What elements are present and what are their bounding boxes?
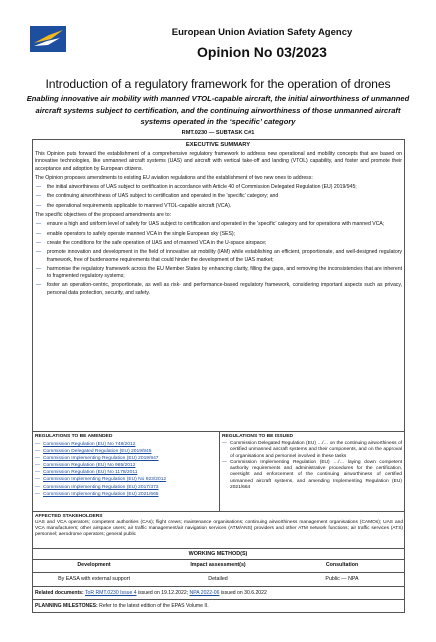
document-subtitle: Enabling innovative air mobility with manned VTOL-capable aircraft, the initial airworthiness of unmanned aircraft systems subject to certification, and the continuing airworthiness of those unmanned aircraft systems operated in the ‘specific’ category [26, 94, 410, 127]
stakeholders-text: UAS and VCA operators; competent authorities (CAs); flight crews; maintenance organisations; continuing airworthiness management organisations (CAMOs); UAS and VCA manufacturers; other airspace users; air traffic management/air navigation services (ATM/ANS) providers and other ATM network functions; air traffic services (ATS) personnel; aerodrome operators; general public [35, 520, 403, 538]
divider [32, 586, 405, 587]
divider [32, 548, 405, 549]
list-item: — create the conditions for the safe operation of UAS and of manned VCA in the U-space airspace; [36, 239, 267, 246]
related-label: Related documents: [35, 590, 84, 596]
list-item: — the operational requirements applicable to manned VTOL-capable aircraft (VCA). [36, 202, 232, 209]
document-title: Introduction of a regulatory framework for the operation of drones [45, 77, 391, 91]
list-item[interactable]: — Commission Regulation (EU) No 965/2012 [35, 463, 136, 469]
working-methods-heading: WORKING METHOD(S) [188, 551, 248, 557]
list-item[interactable]: — Commission Implementing Regulation (EU) No 923/2012 [35, 477, 167, 483]
list-item: — the initial airworthiness of UAS subject to certification in accordance with Article 40 of Commission Delegated Regulation (EU) 2019/945; [36, 184, 357, 191]
list-item: — foster an operation-centric, proportionate, as well as risk- and performance-based regulatory framework, considering important aspects such as privacy, personal data protection, security, and safety. [36, 282, 402, 296]
table-cell: By EASA with external support [58, 576, 130, 582]
summary-paragraph: This Opinion puts forward the establishment of a comprehensive regulatory framework to address new operational and mobility concepts that are based on innovative technologies, like unmanned aircraft systems (UAS) and aircraft with vertical take-off and landing (VTOL) capability, and foster and promote their acceptance and adoption by European citizens. [35, 151, 402, 172]
regulations-issued-list [222, 441, 402, 491]
list-item: — enable operators to safely operate manned VCA in the single European sky (SES); [36, 230, 236, 237]
stakeholders-heading: AFFECTED STAKEHOLDERS [35, 514, 103, 519]
list-item[interactable]: — Commission Regulation (EU) No 748/2012 [35, 442, 136, 447]
column-divider [219, 431, 220, 511]
regulations-amended-list [35, 441, 215, 498]
list-item: — the continuing airworthiness of UAS subject to certification and operated in the ‘specific’ category; and [36, 193, 279, 200]
list-item[interactable]: — Commission Implementing Regulation (EU) 2021/665 [35, 491, 159, 497]
planning-milestones: PLANNING MILESTONES: Refer to the latest edition of the EPAS Volume II. [35, 603, 209, 609]
list-item[interactable]: — Commission Implementing Regulation (EU) 2017/373 [35, 484, 159, 490]
divider [32, 599, 405, 600]
list-item: — harmonise the regulatory framework across the EU Member States by enhancing clarity, filling the gaps, and removing the inconsistencies that are inherent to fragmented regulatory systems; [36, 265, 402, 280]
table-cell: Public — NPA [325, 576, 359, 582]
list-item: — Commission Implementing Regulation (EU) …/… laying down competent authority requirements and administrative procedures for the certification, oversight and enforcement of the continuing airworthiness of certified unmanned aircraft systems, and amending Implementing Regulation (EU) 2021/664 [222, 459, 402, 491]
column-header: Consultation [325, 562, 359, 568]
list-item: — promote innovation and development in the field of innovative air mobility (IAM) while establishing an efficient, proportionate, and well-designed regulatory framework, free of burdensome requirements that could hinder the development of the UAS market; [36, 249, 402, 263]
regulations-amended-heading: REGULATIONS TO BE AMENDED [35, 434, 113, 439]
easa-logo [30, 26, 66, 52]
column-header: Impact assessment(s) [190, 562, 246, 568]
list-item: — ensure a high and uniform level of safety for UAS subject to certification and operated in the ‘specific’ category and for operations with manned VCA; [36, 221, 385, 228]
executive-summary [35, 151, 402, 299]
related-documents: Related documents: ToR RMT.0230 Issue 4 issued on 19.12.2022; NPA 2022-06 issued on 30.6.2022 [35, 590, 267, 596]
rmt-reference: RMT.0230 — SUBTASK C#1 [181, 130, 255, 136]
divider [32, 559, 405, 560]
agency-name: European Union Aviation Safety Agency [171, 27, 353, 38]
regulations-issued-heading: REGULATIONS TO BE ISSUED [222, 434, 294, 439]
milestones-label: PLANNING MILESTONES: [35, 603, 98, 609]
list-item[interactable]: — Commission Implementing Regulation (EU) 2019/947 [35, 456, 159, 462]
list-item[interactable]: — Commission Regulation (EU) No 1178/2011 [35, 470, 138, 476]
column-header: Development [77, 562, 111, 568]
divider [32, 511, 405, 512]
tor-link[interactable]: ToR RMT.0230 Issue 4 [85, 590, 137, 596]
table-cell: Detailed [208, 576, 228, 582]
summary-paragraph: The Opinion proposes amendments to existing EU aviation regulations and the establishment of two new ones to address: [35, 174, 313, 181]
divider [32, 572, 405, 573]
summary-paragraph: The specific objectives of the proposed amendments are to: [35, 212, 172, 219]
npa-link[interactable]: NPA 2022-06 [189, 590, 220, 596]
opinion-number: Opinion No 03/2023 [197, 44, 327, 60]
list-item[interactable]: — Commission Delegated Regulation (EU) 2019/945 [35, 449, 152, 455]
list-item: — Commission Delegated Regulation (EU) …/… on the continuing airworthiness of certified unmanned aircraft systems and their components, and on the approval of organisations and personnel involved in these tasks [222, 441, 402, 459]
executive-summary-heading: EXECUTIVE SUMMARY [185, 142, 251, 148]
